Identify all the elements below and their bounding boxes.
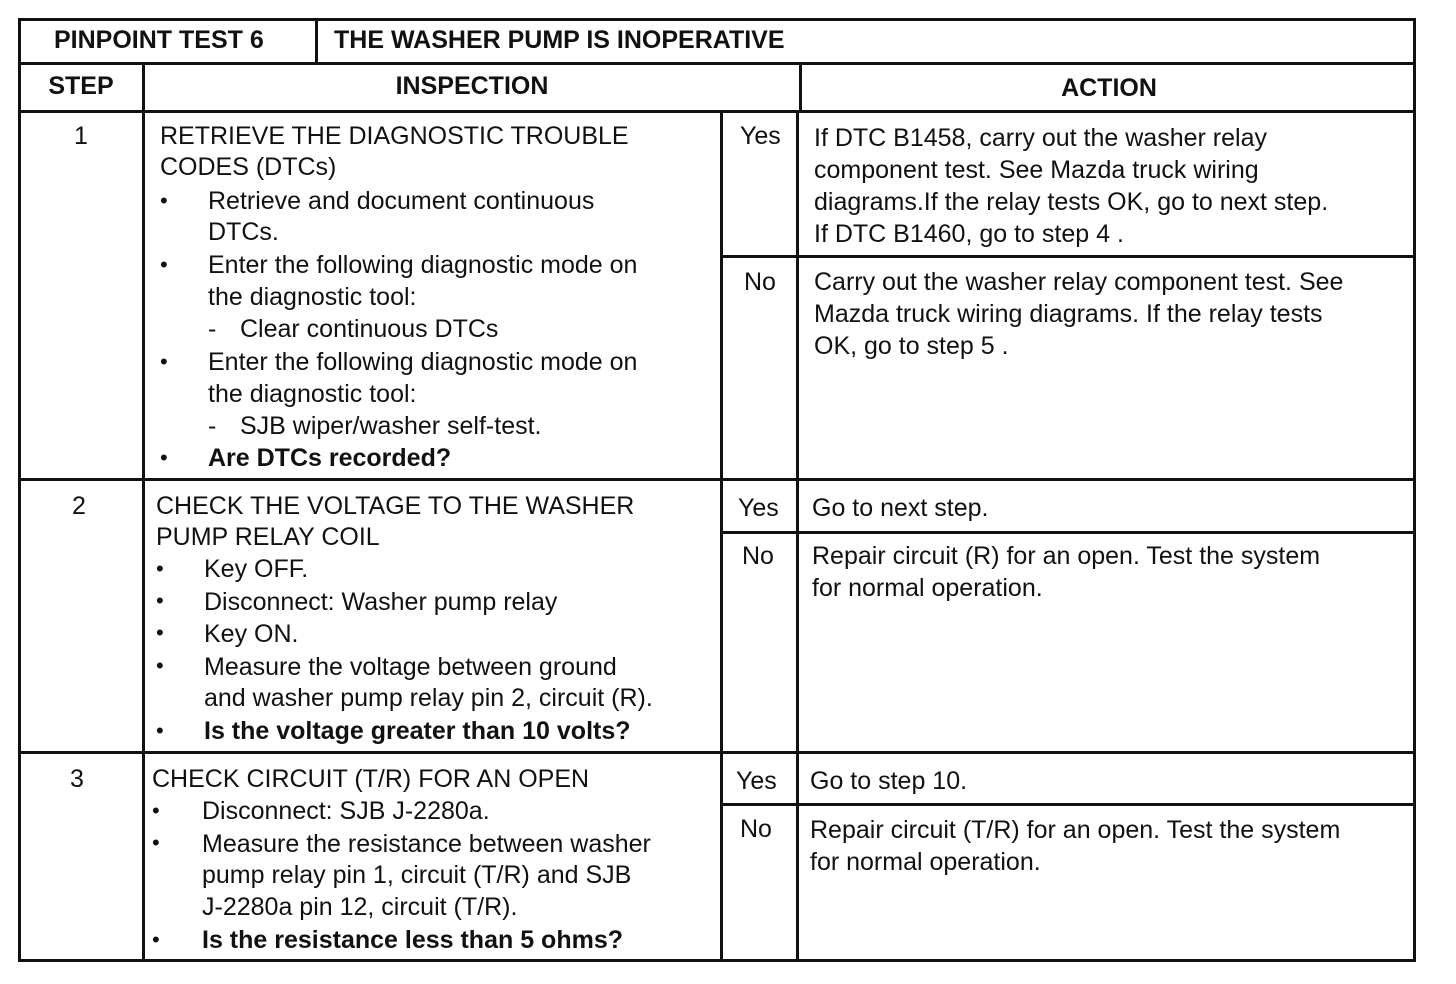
step-3-bullet-2-cont: pump relay pin 1, circuit (T/R) and SJB [202,861,632,889]
step-2-yes-label: Yes [738,494,779,522]
step-3-bullet-2: Measure the resistance between washer [202,830,651,858]
bullet-icon: • [160,188,168,213]
step-1-title-cont: CODES (DTCs) [160,153,337,181]
dash-icon: - [208,315,217,343]
bullet-icon: • [156,718,164,743]
step-2-bullet-2: Disconnect: Washer pump relay [204,588,558,616]
rule-step2-bottom [18,751,1416,754]
step-2-no-action-2: for normal operation. [812,574,1043,602]
step-2-yes-action-1: Go to next step. [812,494,989,522]
rule-step3-yes-no [720,803,1416,806]
step-1-sub-2: SJB wiper/washer self-test. [240,412,542,440]
step-1-bullet-1: Retrieve and document continuous [208,187,595,215]
step-1-bullet-3-cont: the diagnostic tool: [208,380,417,408]
step-2-bullet-1: Key OFF. [204,555,309,583]
step-1-number: 1 [74,122,88,150]
step-1-yes-action-4: If DTC B1460, go to step 4 . [814,220,1124,248]
step-3-number: 3 [70,765,84,793]
bullet-icon: • [156,588,164,613]
step-2-bullet-4-cont: and washer pump relay pin 2, circuit (R). [204,684,653,712]
step-3-bullet-1: Disconnect: SJB J-2280a. [202,797,490,825]
dash-icon: - [208,412,217,440]
step-1-yes-action-3: diagrams.If the relay tests OK, go to next step. [814,188,1329,216]
step-3-bullet-2-cont: J-2280a pin 12, circuit (T/R). [202,893,518,921]
bullet-icon: • [156,556,164,581]
step-3-question: Is the resistance less than 5 ohms? [202,926,623,954]
rule-step2-yes-no [720,531,1416,534]
step-1-bullet-3: Enter the following diagnostic mode on [208,348,638,376]
step-1-no-action-2: Mazda truck wiring diagrams. If the relay tests [814,300,1323,328]
step-1-no-action-3: OK, go to step 5 . [814,332,1009,360]
step-1-yes-action-2: component test. See Mazda truck wiring [814,156,1259,184]
rule-yesno-col [796,111,799,962]
step-2-question: Is the voltage greater than 10 volts? [204,717,631,745]
bullet-icon: • [156,653,164,678]
step-3-no-action-1: Repair circuit (T/R) for an open. Test the system [810,816,1341,844]
step-2-no-action-1: Repair circuit (R) for an open. Test the system [812,542,1321,570]
step-1-no-action-1: Carry out the washer relay component test. See [814,268,1344,296]
rule-title-bottom [18,62,1416,65]
header-action: ACTION [1061,74,1157,102]
test-number: PINPOINT TEST 6 [54,26,264,54]
step-1-yes-label: Yes [740,122,781,150]
bullet-icon: • [156,620,164,645]
bullet-icon: • [152,830,160,855]
step-2-title-cont: PUMP RELAY COIL [156,523,380,551]
step-1-sub-1: Clear continuous DTCs [240,315,499,343]
rule-title-divider [315,18,318,64]
rule-header-bottom [18,110,1416,113]
step-2-bullet-3: Key ON. [204,620,299,648]
step-2-bullet-4: Measure the voltage between ground [204,653,617,681]
step-3-yes-action-1: Go to step 10. [810,767,968,795]
step-3-yes-label: Yes [736,767,777,795]
step-2-no-label: No [742,542,774,570]
bullet-icon: • [152,798,160,823]
bullet-icon: • [160,349,168,374]
bullet-icon: • [160,445,168,470]
step-3-no-label: No [740,815,772,843]
rule-step1-bottom [18,478,1416,481]
step-1-bullet-2: Enter the following diagnostic mode on [208,251,638,279]
test-title: THE WASHER PUMP IS INOPERATIVE [334,26,785,54]
step-1-question: Are DTCs recorded? [208,444,452,472]
step-1-bullet-2-cont: the diagnostic tool: [208,283,417,311]
header-step: STEP [48,72,114,100]
step-1-yes-action-1: If DTC B1458, carry out the washer relay [814,124,1267,152]
bullet-icon: • [152,927,160,952]
step-2-number: 2 [72,492,86,520]
step-1-no-label: No [744,268,776,296]
step-3-no-action-2: for normal operation. [810,848,1041,876]
pinpoint-test-table [18,18,1416,962]
bullet-icon: • [160,252,168,277]
step-1-title: RETRIEVE THE DIAGNOSTIC TROUBLE [160,122,629,150]
header-inspection: INSPECTION [395,72,549,100]
step-2-title: CHECK THE VOLTAGE TO THE WASHER [156,492,635,520]
rule-inspection-col [720,111,723,962]
rule-step-col [142,64,145,962]
rule-step1-yes-no [720,255,1416,258]
step-3-title: CHECK CIRCUIT (T/R) FOR AN OPEN [152,765,590,793]
step-1-bullet-1-cont: DTCs. [208,218,279,246]
